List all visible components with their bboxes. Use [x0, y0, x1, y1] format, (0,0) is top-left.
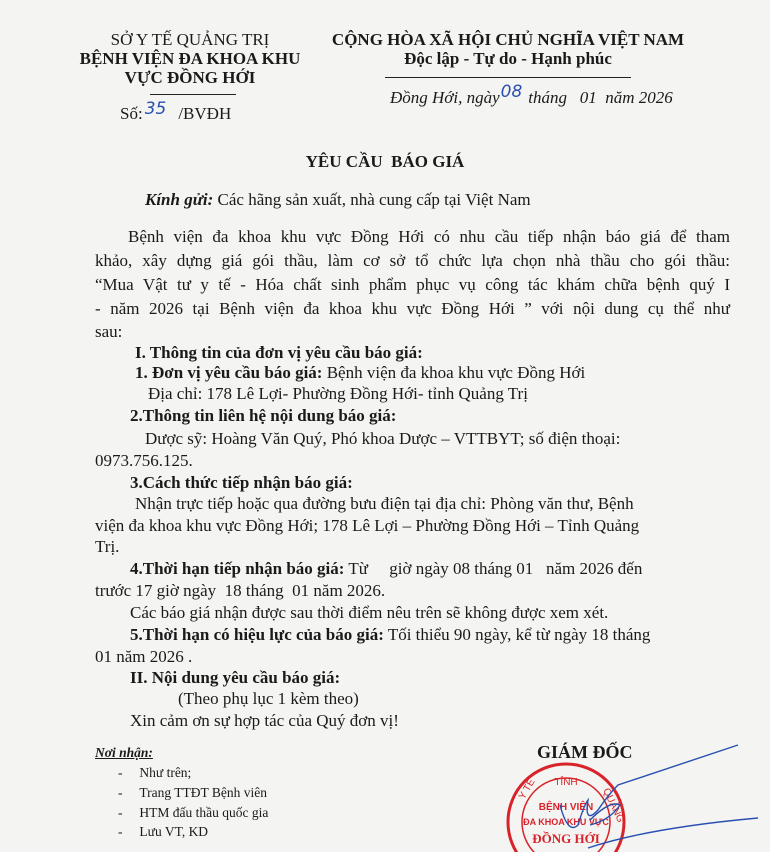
stamp-text: ĐA KHOA KHU VỰC — [523, 817, 609, 827]
date-rest: tháng 01 năm 2026 — [528, 88, 673, 107]
national-title: CỘNG HÒA XÃ HỘI CHỦ NGHĨA VIỆT NAM — [331, 30, 685, 49]
date-prefix: Đồng Hới, ngày — [390, 88, 500, 107]
label: 5.Thời hạn có hiệu lực của báo giá: — [130, 625, 384, 644]
stamp-text: TỈNH — [554, 777, 578, 788]
recipient-text: HTM đấu thầu quốc gia — [139, 805, 269, 820]
intro-line: - năm 2026 tại Bệnh viện đa khoa khu vực Đồng Hới ” với nội dung cụ thể như — [95, 299, 730, 318]
section-1-heading: I. Thông tin của đơn vị yêu cầu báo giá: — [135, 343, 423, 362]
hospital-name-line2: VỰC ĐỒNG HỚI — [124, 68, 256, 87]
label: 1. Đơn vị yêu cầu báo giá: — [135, 363, 323, 382]
signer-title: GIÁM ĐỐC — [537, 742, 633, 762]
recipient-text: Lưu VT, KD — [139, 824, 209, 839]
document-title: YÊU CẦU BÁO GIÁ — [305, 152, 465, 171]
recipient-text: Như trên; — [139, 765, 192, 780]
number-value: 35 — [144, 99, 167, 119]
recipient-item: - Lưu VT, KD — [118, 824, 209, 839]
stamp-text: ĐỒNG HỚI — [532, 831, 600, 846]
deadline-line: trước 17 giờ ngày 18 tháng 01 năm 2026. — [95, 581, 386, 600]
stamp-text: Y TẾ — [517, 777, 538, 802]
value: Tối thiểu 90 ngày, kể từ ngày 18 tháng — [387, 625, 651, 644]
section-1-3: 3.Cách thức tiếp nhận báo giá: — [130, 473, 353, 492]
section-1-2: 2.Thông tin liên hệ nội dung báo giá: — [130, 406, 397, 425]
late-note: Các báo giá nhận được sau thời điểm nêu trên sẽ không được xem xét. — [130, 603, 609, 622]
number-suffix: /BVĐH — [178, 104, 232, 123]
section-2-heading: II. Nội dung yêu cầu báo giá: — [130, 668, 341, 687]
recipient-value: Các hãng sản xuất, nhà cung cấp tại Việt Nam — [217, 190, 531, 209]
recipient-item: - HTM đấu thầu quốc gia — [118, 805, 269, 820]
recipient-item: - Trang TTĐT Bệnh viên — [118, 785, 267, 800]
intro-line: Bệnh viện đa khoa khu vực Đồng Hới có nhu cầu tiếp nhận báo giá để tham — [128, 227, 730, 246]
thanks-line: Xin cảm ơn sự hợp tác của Quý đơn vị! — [130, 711, 399, 730]
receive-line: Nhận trực tiếp hoặc qua đường bưu điện tại địa chỉ: Phòng văn thư, Bệnh — [135, 494, 634, 513]
intro-line: khảo, xây dựng giá gói thầu, làm cơ sở tổ chức lựa chọn nhà thầu cho gói thầu: — [95, 251, 730, 270]
contact-phone: 0973.756.125. — [95, 451, 193, 470]
recipient-label: Kính gửi: — [145, 190, 214, 209]
address: Địa chỉ: 178 Lê Lợi- Phường Đồng Hới- tỉnh Quảng Trị — [148, 384, 528, 403]
national-motto: Độc lập - Tự do - Hạnh phúc — [404, 49, 612, 68]
hospital-name-line1: BỆNH VIỆN ĐA KHOA KHU — [79, 49, 301, 68]
value: Từ giờ ngày 08 tháng 01 năm 2026 đến — [348, 559, 643, 578]
recipients-label: Nơi nhận: — [95, 745, 153, 760]
department-name: SỞ Y TẾ QUẢNG TRỊ — [110, 30, 270, 49]
intro-line: “Mua Vật tư y tế - Hóa chất sinh phẩm phục vụ công tác khám chữa bệnh quý I — [95, 275, 730, 294]
appendix-note: (Theo phụ lục 1 kèm theo) — [178, 689, 359, 708]
value: Bệnh viện đa khoa khu vực Đồng Hới — [326, 363, 586, 382]
stamp-text: QUẢNG — [600, 786, 626, 825]
stamp-text: BỆNH VIỆN — [538, 802, 594, 813]
label: 4.Thời hạn tiếp nhận báo giá: — [130, 559, 345, 578]
validity-line: 01 năm 2026 . — [95, 647, 193, 666]
contact-line: Dược sỹ: Hoàng Văn Quý, Phó khoa Dược – VTTBYT; số điện thoại: — [145, 429, 621, 448]
receive-line: viện đa khoa khu vực Đồng Hới; 178 Lê Lợi – Phường Đồng Hới – Tỉnh Quảng — [95, 516, 640, 535]
date-day: 08 — [500, 82, 523, 102]
recipient-item: - Như trên; — [118, 765, 192, 780]
recipient-text: Trang TTĐT Bệnh viên — [139, 785, 267, 800]
number-label: Số: — [120, 104, 143, 123]
receive-line: Trị. — [95, 537, 120, 556]
intro-line: sau: — [95, 322, 123, 341]
official-stamp — [508, 764, 628, 852]
